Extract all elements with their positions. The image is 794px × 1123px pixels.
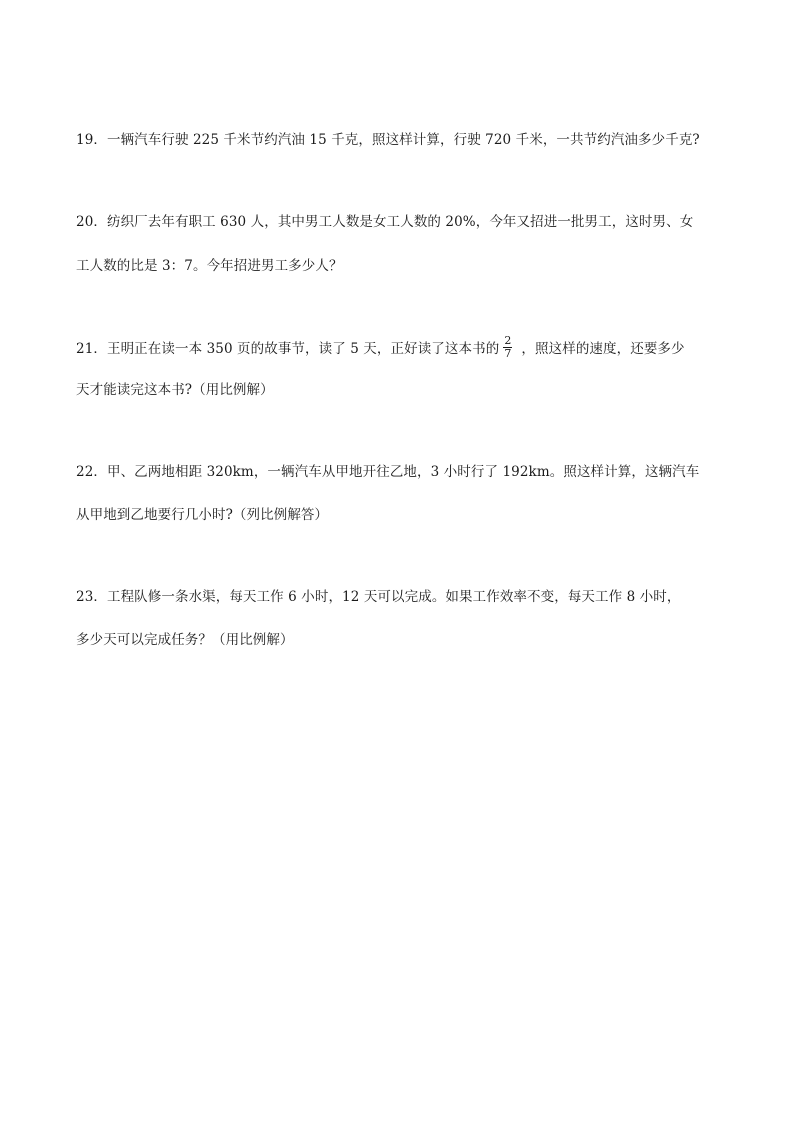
- fraction-denominator: 7: [504, 347, 512, 360]
- problem-22-line-2: 从甲地到乙地要行几小时?（列比例解答）: [76, 507, 329, 523]
- problem-19-line-1: 19．一辆汽车行驶 225 千米节约汽油 15 千克，照这样计算，行驶 720 千米，一共节约汽油多少千克?: [76, 132, 700, 148]
- problem-21-text-before-fraction: 21．王明正在读一本 350 页的故事节，读了 5 天，正好读了这本书的: [76, 341, 500, 357]
- fraction-two-sevenths: [503, 335, 512, 360]
- problem-20-line-1: 20．纺织厂去年有职工 630 人，其中男工人数是女工人数的 20%，今年又招进一批男工，这时男、女: [76, 214, 694, 230]
- problem-21-text-after-fraction: ，照这样的速度，还要多少: [521, 341, 685, 357]
- problem-21-line-1: [76, 334, 726, 362]
- fraction-numerator: 2: [504, 334, 512, 347]
- problem-23-line-2: 多少天可以完成任务？（用比例解）: [76, 632, 294, 648]
- problem-21-line-2: 天才能读完这本书?（用比例解）: [76, 382, 274, 398]
- problem-20-line-2: 工人数的比是 3：7。今年招进男工多少人？: [76, 258, 343, 274]
- problem-22-line-1: 22．甲、乙两地相距 320km，一辆汽车从甲地开往乙地，3 小时行了 192km。照这样计算，这辆汽车: [76, 464, 700, 480]
- problem-23-line-1: 23．工程队修一条水渠，每天工作 6 小时，12 天可以完成。如果工作效率不变，每天工作 8 小时，: [76, 589, 681, 605]
